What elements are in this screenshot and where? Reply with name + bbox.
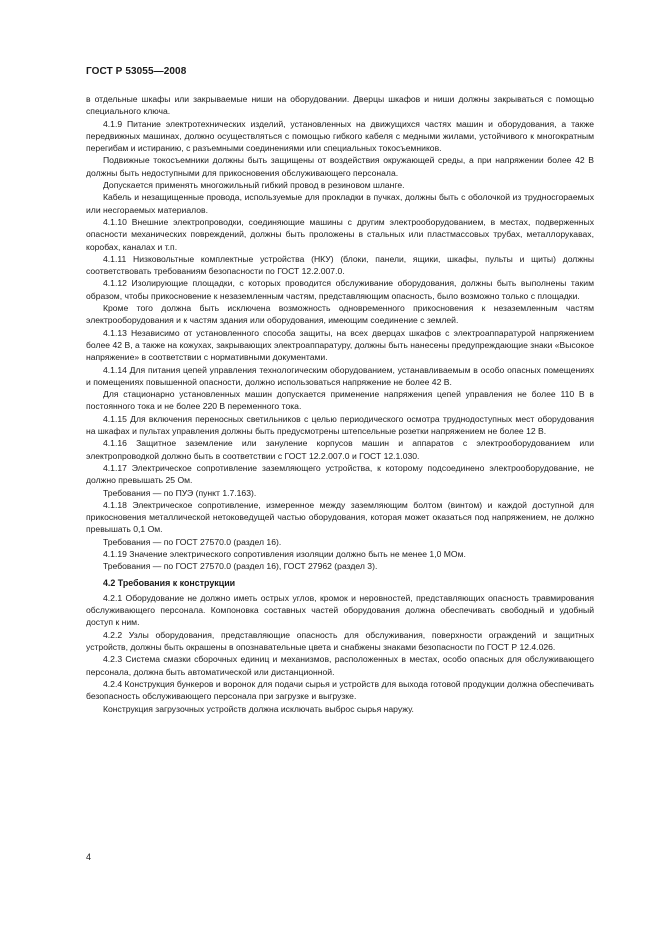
paragraph: Для стационарно установленных машин допускается применение напряжения цепей управления не более 110 В в постоянного тока и не более 220 В переменного тока.: [86, 389, 594, 412]
section-heading: 4.2 Требования к конструкции: [103, 577, 236, 588]
paragraph: 4.1.10 Внешние электропроводки, соединяющие машины с другим электрооборудованием, в местах, подверженных опасности механических повреждений, должны быть проложены в стальных или пластмассовых трубах, металлорукавах, коробах, каналах и т.п.: [86, 216, 594, 252]
paragraph: 4.1.14 Для питания цепей управления технологическим оборудованием, устанавливаемым в особо опасных помещениях и помещениях повышенной опасности, должно использоваться напряжение не более 42 В.: [86, 364, 594, 387]
paragraph: Подвижные токосъемники должны быть защищены от воздействия окружающей среды, а при напряжении более 42 В должны быть недоступными для прикосновения обслуживающего персонала.: [86, 155, 594, 178]
paragraph: Требования — по ГОСТ 27570.0 (раздел 16).: [103, 536, 282, 547]
paragraph: Кроме того должна быть исключена возможность одновременного прикосновения к незаземленным частям электрооборудования и к частям здания или оборудования, имеющим соединение с землей.: [86, 303, 594, 326]
paragraph: 4.1.19 Значение электрического сопротивления изоляции должно быть не менее 1,0 МОм.: [103, 548, 466, 559]
paragraph: 4.1.11 Низковольтные комплектные устройства (НКУ) (блоки, панели, ящики, шкафы, пульты и щиты) должны соответствовать требованиям безопасности по ГОСТ 12.2.007.0.: [86, 253, 594, 277]
paragraph: 4.2.4 Конструкция бункеров и воронок для подачи сырья и устройств для выхода готовой продукции должна обеспечивать безопасность обслуживающего персонала при загрузке и выгрузке.: [86, 678, 594, 702]
paragraph: 4.2.1 Оборудование не должно иметь острых углов, кромок и неровностей, представляющих опасность травмирования обслуживающего персонала. Компоновка составных частей оборудования должна обеспечивать свободный и удобный доступ к ним.: [86, 592, 594, 628]
paragraph: в отдельные шкафы или закрываемые ниши на оборудовании. Дверцы шкафов и ниши должны закрываться с помощью специального ключа.: [86, 94, 594, 117]
standard-header: ГОСТ Р 53055—2008: [86, 66, 187, 77]
paragraph: 4.1.15 Для включения переносных светильников с целью периодического осмотра труднодоступных мест оборудования на шкафах и пультах управления должны быть предусмотрены штепсельные розетки напряжением не более 12 В.: [86, 413, 594, 437]
paragraph: 4.1.18 Электрическое сопротивление, измеренное между заземляющим болтом (винтом) и каждой доступной для прикосновения металлической нетоковедущей частью оборудования, которая может оказаться под напряжением, не должно превышать 0,1 Ом.: [86, 499, 594, 535]
paragraph: 4.1.17 Электрическое сопротивление заземляющего устройства, к которому подсоединено электрооборудование, не должно превышать 25 Ом.: [86, 462, 594, 486]
paragraph: 4.1.12 Изолирующие площадки, с которых проводится обслуживание оборудования, должны быть выполнены таким образом, чтобы прикосновение к незаземленным частям, представляющим опасность, было возможно только с площадки.: [86, 278, 594, 301]
paragraph: 4.2.3 Система смазки сборочных единиц и механизмов, расположенных в местах, особо опасных для обслуживающего персонала, должна быть автоматической или дистанционной.: [86, 654, 594, 677]
page-number: 4: [86, 852, 92, 862]
paragraph: Требования — по ПУЭ (пункт 1.7.163).: [103, 487, 257, 498]
paragraph: 4.1.13 Независимо от установленного способа защиты, на всех дверцах шкафов с электроаппаратурой напряжением более 42 В, а также на кожухах, закрывающих электроаппаратуру, должны быть нанесены предупреждающие знаки «Высокое напряжение» в соответствии с нормативными документами.: [86, 327, 594, 363]
paragraph: Конструкция загрузочных устройств должна исключать выброс сырья наружу.: [103, 703, 414, 714]
paragraph: 4.1.16 Защитное заземление или зануление корпусов машин и аппаратов с электрооборудованием или электропроводкой должно быть в соответствии с ГОСТ 12.2.007.0 и ГОСТ 12.1.030.: [86, 438, 594, 461]
document-body: [86, 93, 594, 715]
paragraph: 4.1.9 Питание электротехнических изделий, установленных на движущихся частях машин и оборудования, а также передвижных машинах, должно осуществляться с помощью гибкого кабеля с медными жилами, устойчивого к многократным перегибам и истиранию, с разъемными соединениями или специальных токосъемников.: [86, 118, 594, 154]
paragraph: Допускается применять многожильный гибкий провод в резиновом шланге.: [103, 180, 405, 191]
paragraph: Кабель и незащищенные провода, используемые для прокладки в пучках, должны быть с оболочкой из трудносгораемых или несгораемых материалов.: [86, 192, 594, 215]
paragraph: 4.2.2 Узлы оборудования, представляющие опасность для обслуживания, поверхности ограждений и защитных устройств, должны быть окрашены в опознавательные цвета и снабжены знаками безопасности по ГОСТ Р 12.4.026.: [86, 629, 594, 653]
paragraph: Требования — по ГОСТ 27570.0 (раздел 16), ГОСТ 27962 (раздел 3).: [103, 561, 378, 572]
